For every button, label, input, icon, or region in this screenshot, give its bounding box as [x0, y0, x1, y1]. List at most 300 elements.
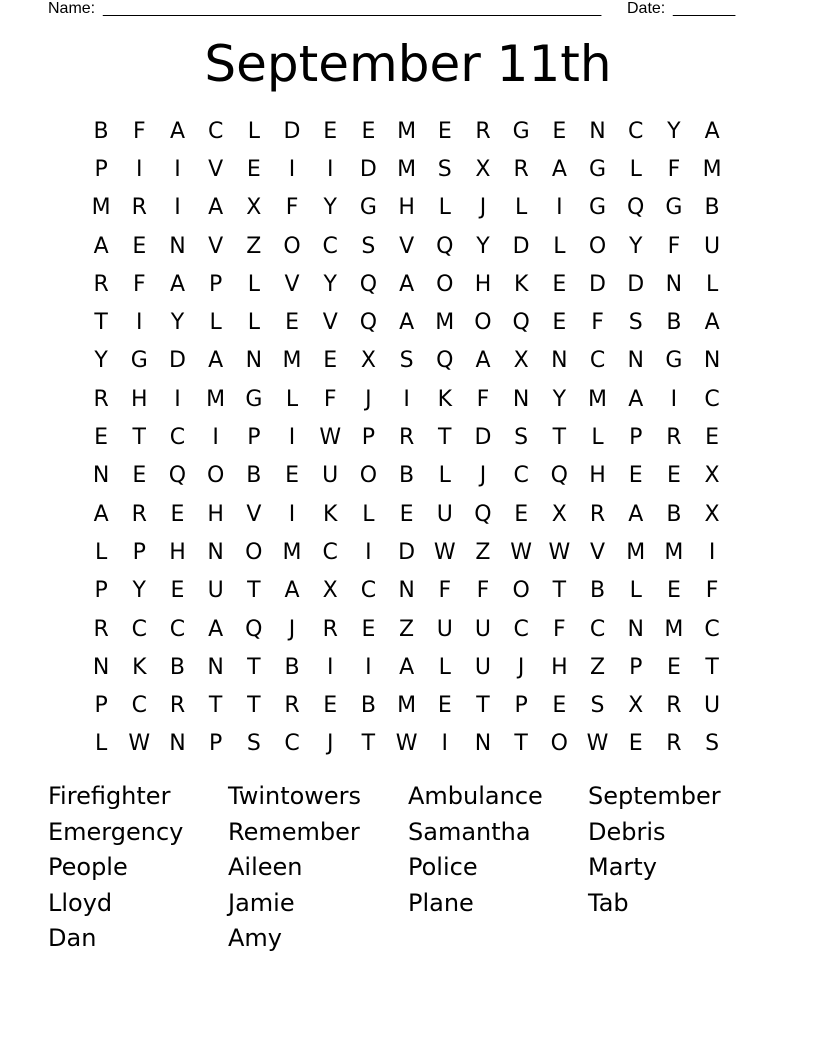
grid-letter: L	[285, 386, 299, 412]
grid-letter: T	[705, 654, 719, 680]
name-blank-line: ________________________________________________________	[103, 0, 602, 17]
grid-letter: N	[474, 731, 492, 757]
grid-letter: I	[288, 425, 296, 451]
grid-letter: Z	[246, 233, 262, 259]
grid-letter: C	[169, 616, 186, 642]
grid-letter: X	[246, 195, 262, 221]
grid-letter: K	[323, 501, 338, 527]
grid-letter: Q	[359, 310, 378, 336]
grid-letter: L	[553, 233, 566, 259]
grid-letter: F	[591, 310, 604, 336]
grid-letter: M	[206, 386, 226, 412]
grid-letter: F	[323, 386, 337, 412]
word-list-item: Aileen	[228, 853, 303, 881]
grid-letter: M	[626, 539, 646, 565]
grid-letter: W	[395, 731, 418, 757]
grid-letter: P	[629, 425, 643, 451]
word-list-item: Firefighter	[48, 782, 171, 810]
grid-letter: E	[552, 310, 567, 336]
grid-letter: I	[403, 386, 410, 412]
grid-letter: F	[705, 578, 719, 604]
grid-letter: W	[548, 539, 571, 565]
grid-letter: G	[359, 195, 377, 221]
grid-letter: Q	[474, 501, 492, 527]
grid-letter: U	[322, 463, 339, 489]
grid-letter: L	[247, 271, 260, 297]
grid-letter: K	[132, 654, 147, 680]
grid-letter: S	[514, 425, 529, 451]
grid-letter: M	[664, 616, 684, 642]
grid-letter: A	[169, 118, 185, 144]
grid-letter: X	[704, 501, 720, 527]
grid-letter: Y	[94, 348, 108, 374]
grid-letter: F	[667, 233, 681, 259]
grid-letter: Q	[436, 348, 454, 374]
grid-letter: C	[169, 425, 186, 451]
grid-letter: F	[285, 195, 299, 221]
grid-letter: L	[629, 156, 642, 182]
grid-letter: V	[208, 233, 224, 259]
grid-letter: E	[132, 463, 147, 489]
grid-letter: E	[705, 425, 720, 451]
grid-letter: Z	[475, 539, 491, 565]
grid-letter: I	[365, 539, 372, 565]
grid-letter: P	[94, 578, 108, 604]
grid-letter: E	[628, 731, 643, 757]
grid-letter: J	[326, 731, 334, 757]
grid-letter: I	[441, 731, 449, 757]
grid-letter: T	[132, 425, 146, 451]
grid-letter: C	[704, 616, 720, 642]
grid-letter: N	[627, 348, 644, 374]
grid-letter: N	[169, 731, 186, 757]
grid-letter: F	[438, 578, 452, 604]
grid-letter: F	[667, 156, 681, 182]
grid-letter: A	[399, 310, 415, 336]
word-list-item: Ambulance	[408, 782, 543, 810]
grid-letter: I	[326, 156, 334, 182]
grid-letter: T	[514, 731, 528, 757]
grid-letter: L	[515, 195, 528, 221]
grid-letter: R	[284, 693, 300, 719]
grid-letter: E	[361, 616, 376, 642]
grid-letter: R	[666, 425, 682, 451]
word-list-item: People	[48, 853, 128, 881]
grid-letter: T	[247, 693, 261, 719]
grid-letter: B	[666, 310, 682, 336]
grid-letter: I	[136, 156, 143, 182]
grid-letter: Y	[323, 195, 337, 221]
grid-letter: V	[399, 233, 415, 259]
grid-letter: R	[169, 693, 186, 719]
grid-letter: H	[589, 463, 606, 489]
grid-letter: M	[282, 539, 302, 565]
grid-letter: I	[288, 501, 296, 527]
grid-letter: E	[170, 501, 185, 527]
word-list-item: Samantha	[408, 817, 531, 846]
grid-letter: F	[132, 271, 146, 297]
grid-letter: L	[362, 501, 375, 527]
grid-letter: C	[589, 616, 606, 642]
grid-letter: P	[247, 425, 261, 451]
grid-letter: U	[436, 616, 453, 642]
grid-letter: I	[174, 156, 181, 182]
grid-letter: I	[708, 539, 716, 565]
grid-letter: R	[93, 616, 109, 642]
grid-letter: R	[666, 693, 682, 719]
grid-letter: R	[131, 195, 147, 221]
grid-letter: C	[284, 731, 300, 757]
grid-letter: A	[208, 195, 224, 221]
grid-letter: E	[361, 118, 376, 144]
grid-letter: I	[365, 654, 372, 680]
grid-letter: J	[365, 386, 372, 412]
grid-letter: F	[553, 616, 566, 642]
word-list-item: Twintowers	[228, 782, 362, 810]
grid-letter: B	[399, 463, 415, 489]
grid-letter: P	[94, 693, 108, 719]
word-list	[48, 779, 768, 957]
grid-letter: F	[476, 578, 490, 604]
grid-letter: E	[285, 463, 299, 489]
grid-letter: E	[552, 693, 567, 719]
word-list-item: Remember	[228, 817, 360, 846]
grid-letter: B	[246, 463, 262, 489]
grid-letter: N	[245, 348, 263, 374]
grid-letter: G	[665, 348, 683, 374]
grid-letter: N	[589, 118, 606, 144]
grid-letter: H	[398, 195, 415, 221]
grid-letter: W	[433, 539, 456, 565]
grid-letter: G	[512, 118, 530, 144]
grid-letter: C	[131, 616, 147, 642]
grid-letter: C	[322, 539, 338, 565]
grid-letter: L	[94, 731, 108, 757]
grid-letter: O	[245, 539, 263, 565]
grid-letter: Q	[436, 233, 454, 259]
grid-letter: I	[326, 654, 334, 680]
grid-letter: L	[629, 578, 642, 604]
grid-letter: S	[246, 731, 261, 757]
grid-letter: L	[705, 271, 719, 297]
grid-letter: G	[245, 386, 263, 412]
grid-letter: J	[288, 616, 296, 642]
grid-letter: H	[169, 539, 186, 565]
grid-letter: S	[628, 310, 643, 336]
grid-letter: A	[704, 310, 720, 336]
grid-letter: Q	[245, 616, 263, 642]
grid-letter: N	[627, 616, 644, 642]
grid-letter: M	[664, 539, 684, 565]
grid-letter: Z	[399, 616, 415, 642]
letter-grid	[82, 112, 731, 763]
grid-letter: M	[435, 310, 455, 336]
grid-letter: P	[132, 539, 146, 565]
grid-letter: Y	[323, 271, 337, 297]
grid-letter: L	[247, 118, 260, 144]
grid-letter: Q	[512, 310, 530, 336]
grid-letter: L	[209, 310, 222, 336]
grid-letter: Y	[667, 118, 681, 144]
grid-letter: J	[479, 463, 487, 489]
grid-letter: S	[705, 731, 720, 757]
grid-letter: X	[551, 501, 567, 527]
grid-letter: A	[93, 501, 109, 527]
grid-letter: T	[552, 578, 567, 604]
grid-letter: A	[93, 233, 109, 259]
grid-letter: M	[397, 693, 417, 719]
grid-letter: Y	[170, 310, 185, 336]
grid-letter: H	[474, 271, 492, 297]
grid-letter: L	[591, 425, 604, 451]
grid-letter: B	[704, 195, 720, 221]
grid-letter: C	[704, 386, 720, 412]
header-fields	[48, 0, 748, 20]
grid-letter: R	[131, 501, 147, 527]
grid-letter: N	[92, 463, 110, 489]
grid-letter: G	[665, 195, 683, 221]
grid-letter: Y	[552, 386, 567, 412]
grid-letter: S	[590, 693, 605, 719]
grid-letter: H	[551, 654, 568, 680]
grid-letter: E	[552, 271, 567, 297]
grid-letter: A	[399, 271, 415, 297]
grid-letter: M	[588, 386, 608, 412]
grid-letter: V	[246, 501, 262, 527]
grid-letter: O	[474, 310, 492, 336]
grid-letter: U	[474, 616, 492, 642]
grid-letter: T	[208, 693, 223, 719]
grid-letter: V	[284, 271, 300, 297]
grid-letter: R	[513, 156, 529, 182]
date-label: Date:	[627, 0, 666, 17]
grid-letter: T	[438, 425, 452, 451]
grid-letter: W	[128, 731, 151, 757]
grid-letter: X	[360, 348, 376, 374]
grid-letter: E	[323, 693, 338, 719]
grid-letter: B	[93, 118, 109, 144]
word-list-item: Debris	[588, 817, 666, 846]
grid-letter: T	[361, 731, 376, 757]
grid-letter: C	[628, 118, 644, 144]
grid-letter: J	[479, 195, 487, 221]
grid-letter: A	[284, 578, 300, 604]
grid-letter: A	[475, 348, 491, 374]
grid-letter: T	[552, 425, 567, 451]
grid-letter: R	[589, 501, 606, 527]
grid-letter: Q	[359, 271, 378, 297]
grid-letter: S	[399, 348, 414, 374]
word-list-item: Plane	[408, 888, 474, 917]
grid-letter: S	[437, 156, 452, 182]
grid-letter: I	[556, 195, 563, 221]
grid-letter: N	[665, 271, 683, 297]
grid-letter: L	[247, 310, 260, 336]
grid-letter: V	[208, 156, 224, 182]
grid-letter: A	[208, 616, 224, 642]
grid-letter: L	[438, 654, 451, 680]
grid-letter: O	[512, 578, 530, 604]
grid-letter: J	[517, 654, 525, 680]
grid-letter: C	[513, 616, 529, 642]
grid-letter: G	[589, 195, 607, 221]
grid-letter: R	[93, 271, 109, 297]
grid-letter: N	[207, 654, 224, 680]
grid-letter: D	[589, 271, 606, 297]
grid-letter: E	[323, 118, 338, 144]
grid-letter: W	[510, 539, 533, 565]
grid-letter: E	[437, 118, 452, 144]
grid-letter: L	[438, 463, 451, 489]
grid-letter: A	[169, 271, 185, 297]
grid-letter: W	[586, 731, 609, 757]
grid-letter: I	[288, 156, 296, 182]
grid-letter: N	[169, 233, 186, 259]
grid-letter: E	[323, 348, 338, 374]
page-title: September 11th	[204, 35, 612, 93]
grid-letter: Q	[550, 463, 568, 489]
word-list-item: Emergency	[48, 817, 184, 846]
grid-letter: C	[589, 348, 606, 374]
grid-letter: T	[476, 693, 490, 719]
grid-letter: C	[131, 693, 147, 719]
grid-letter: B	[589, 578, 606, 604]
grid-letter: M	[282, 348, 302, 374]
word-list-item: Jamie	[228, 888, 295, 917]
grid-letter: D	[474, 425, 492, 451]
grid-letter: N	[398, 578, 415, 604]
grid-letter: O	[588, 233, 607, 259]
grid-letter: Z	[589, 654, 606, 680]
grid-letter: U	[474, 654, 492, 680]
grid-letter: D	[359, 156, 377, 182]
grid-letter: X	[628, 693, 644, 719]
grid-letter: A	[208, 348, 224, 374]
grid-letter: U	[207, 578, 224, 604]
grid-letter: R	[322, 616, 338, 642]
grid-letter: E	[399, 501, 414, 527]
grid-letter: Y	[132, 578, 146, 604]
date-blank-line: _______	[673, 0, 736, 17]
grid-letter: P	[209, 271, 223, 297]
grid-letter: X	[322, 578, 338, 604]
grid-letter: R	[666, 731, 682, 757]
grid-letter: K	[437, 386, 452, 412]
grid-letter: H	[207, 501, 224, 527]
grid-letter: U	[704, 693, 721, 719]
grid-letter: W	[319, 425, 342, 451]
grid-letter: C	[513, 463, 529, 489]
grid-letter: E	[666, 578, 681, 604]
grid-letter: P	[209, 731, 223, 757]
grid-letter: U	[704, 233, 721, 259]
grid-letter: D	[283, 118, 301, 144]
grid-letter: N	[92, 654, 110, 680]
word-list-item: Dan	[48, 924, 97, 952]
word-list-item: Lloyd	[48, 888, 113, 917]
grid-letter: A	[551, 156, 567, 182]
grid-letter: B	[360, 693, 376, 719]
grid-letter: Y	[628, 233, 643, 259]
grid-letter: Q	[168, 463, 187, 489]
grid-letter: C	[360, 578, 377, 604]
grid-letter: Y	[476, 233, 490, 259]
grid-letter: O	[206, 463, 225, 489]
word-list-item: September	[588, 782, 721, 810]
grid-letter: T	[247, 578, 261, 604]
grid-letter: O	[550, 731, 568, 757]
grid-letter: O	[436, 271, 454, 297]
grid-letter: U	[436, 501, 453, 527]
grid-letter: V	[590, 539, 606, 565]
grid-letter: N	[207, 539, 224, 565]
grid-letter: O	[283, 233, 301, 259]
grid-letter: N	[703, 348, 721, 374]
grid-letter: D	[627, 271, 645, 297]
grid-letter: B	[666, 501, 682, 527]
grid-letter: P	[94, 156, 108, 182]
grid-letter: E	[628, 463, 643, 489]
grid-letter: I	[212, 425, 219, 451]
grid-letter: I	[670, 386, 678, 412]
grid-letter: R	[398, 425, 415, 451]
grid-letter: E	[132, 233, 147, 259]
grid-letter: E	[666, 654, 681, 680]
grid-letter: K	[513, 271, 529, 297]
grid-letter: S	[361, 233, 376, 259]
grid-letter: D	[398, 539, 416, 565]
grid-letter: D	[168, 348, 186, 374]
grid-letter: G	[130, 348, 148, 374]
grid-letter: A	[628, 386, 644, 412]
grid-letter: E	[437, 693, 452, 719]
grid-letter: X	[513, 348, 529, 374]
grid-letter: E	[666, 463, 681, 489]
grid-letter: T	[247, 654, 261, 680]
grid-letter: P	[361, 425, 376, 451]
grid-letter: B	[284, 654, 300, 680]
grid-letter: F	[476, 386, 490, 412]
grid-letter: A	[628, 501, 644, 527]
grid-letter: E	[552, 118, 567, 144]
word-list-item: Amy	[228, 924, 282, 952]
grid-letter: A	[399, 654, 415, 680]
grid-letter: H	[131, 386, 148, 412]
grid-letter: Q	[627, 195, 645, 221]
grid-letter: L	[438, 195, 451, 221]
grid-letter: M	[91, 195, 111, 221]
grid-letter: E	[246, 156, 261, 182]
grid-letter: E	[94, 425, 109, 451]
grid-letter: F	[132, 118, 146, 144]
word-list-item: Police	[408, 853, 478, 881]
name-label: Name:	[48, 0, 96, 17]
grid-letter: M	[397, 156, 417, 182]
grid-letter: R	[475, 118, 491, 144]
grid-letter: C	[207, 118, 224, 144]
grid-letter: E	[514, 501, 529, 527]
word-list-item: Marty	[588, 853, 657, 881]
grid-letter: I	[136, 310, 143, 336]
grid-letter: E	[170, 578, 185, 604]
grid-letter: P	[629, 654, 643, 680]
grid-letter: I	[174, 386, 181, 412]
grid-letter: R	[93, 386, 109, 412]
grid-letter: C	[322, 233, 338, 259]
grid-letter: A	[704, 118, 720, 144]
grid-letter: N	[512, 386, 530, 412]
grid-letter: I	[174, 195, 181, 221]
